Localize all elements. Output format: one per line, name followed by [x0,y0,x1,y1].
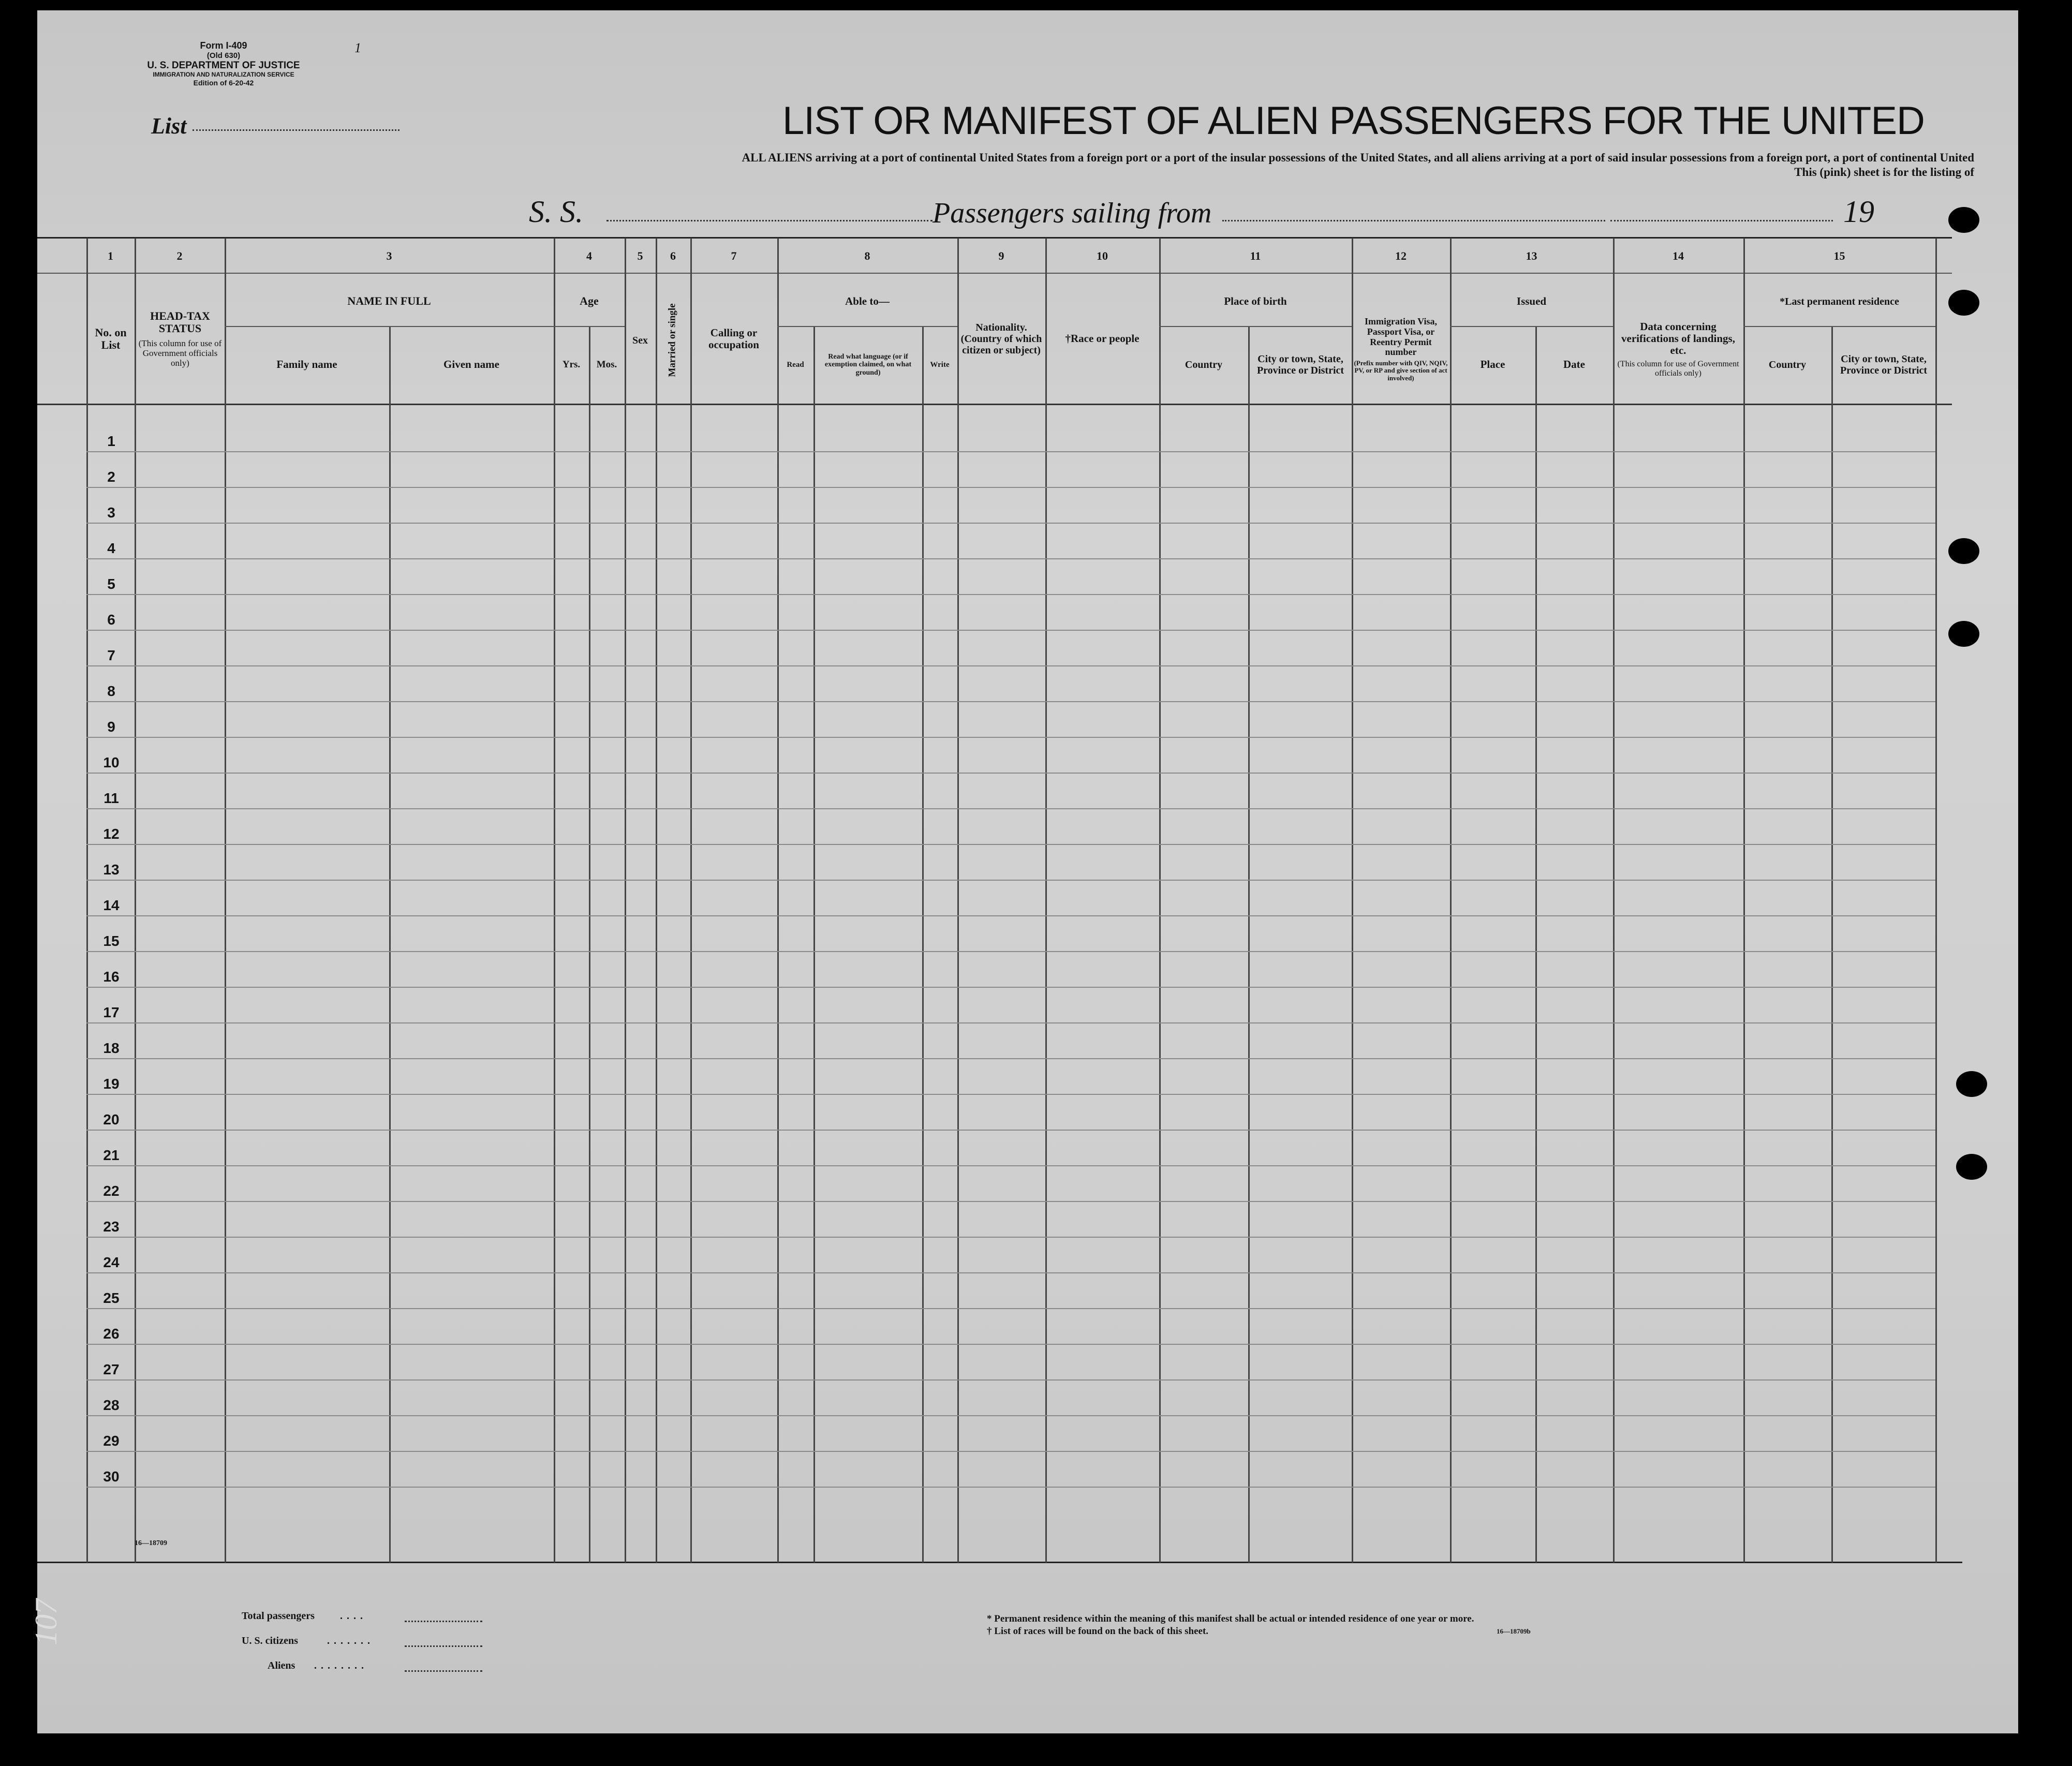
row-rule [86,1344,1935,1345]
binder-hole [1948,621,1979,647]
page-title: LIST OR MANIFEST OF ALIEN PASSENGERS FOR THE UNITED [782,99,1925,143]
row-number: 22 [103,1183,120,1199]
col-place-of-birth-header: Place of birth [1224,294,1287,307]
aliens-field[interactable] [405,1670,482,1672]
row-number: 30 [103,1468,120,1485]
col-rule [656,238,657,1563]
aliens-leader: ........ [314,1660,368,1671]
birth-subheader-divider [1159,326,1352,327]
col-2-number: 2 [176,249,183,263]
col-7-number: 7 [731,249,737,263]
row-rule [86,1201,1935,1202]
manifest-sheet [37,10,2018,1733]
us-citizens-leader: ....... [327,1635,374,1646]
col-rule [589,326,590,1563]
col-15-number: 15 [1833,249,1845,263]
row-rule [86,451,1935,452]
form-number: Form I-409 [200,40,247,51]
row-number: 7 [107,647,115,663]
row-rule [86,487,1935,488]
row-number: 29 [103,1433,120,1449]
row-number: 27 [103,1361,120,1377]
header-bottom-border [37,404,1952,405]
row-rule [86,1451,1935,1452]
row-number: 10 [103,754,120,770]
row-number: 24 [103,1254,120,1270]
table-bottom-border [37,1562,1962,1563]
row-number: 5 [107,576,115,592]
page-mark: 1 [354,40,361,55]
row-number: 17 [103,1004,120,1020]
form-identification [141,40,306,87]
col-rule [813,326,815,1563]
footnote-permanent-residence: * Permanent residence within the meaning of this manifest shall be actual or intended residence of one year or more. [987,1613,1474,1624]
row-rule [86,987,1935,988]
col-rule [922,326,924,1563]
row-rule [86,808,1935,809]
col-rule [1045,238,1047,1563]
row-number: 11 [103,790,119,806]
col-read-language-header: Read what language (or if exemption claimed, on what ground) [824,352,912,377]
row-rule [86,1415,1935,1416]
aliens-label: Aliens [268,1660,295,1671]
row-number: 1 [107,433,115,449]
service-name: IMMIGRATION AND NATURALIZATION SERVICE [153,70,294,78]
col-14-number: 14 [1673,249,1684,263]
row-rule [86,558,1935,559]
row-number: 18 [103,1040,120,1056]
row-number: 26 [103,1326,120,1342]
landing-data-note: (This column for use of Government officials only) [1617,360,1739,378]
col-able-to-header: Able to— [845,294,890,307]
handwritten-margin-number: 107 [29,1599,63,1645]
col-residence-city-header: City or town, State, Province or District [1840,353,1928,376]
us-citizens-field[interactable] [405,1645,482,1647]
col-rule [1935,238,1937,1563]
col-name-header: NAME IN FULL [347,294,431,308]
row-number: 28 [103,1397,120,1413]
col-rule [225,238,226,1563]
old-form-number: (Old 630) [206,51,241,60]
row-number: 14 [103,897,120,913]
row-rule [86,1094,1935,1095]
col-rule [1352,238,1353,1563]
row-rule [86,523,1935,524]
col-13-number: 13 [1526,249,1537,263]
col-9-number: 9 [998,249,1004,263]
age-subheader-divider [554,326,625,327]
row-rule [86,1165,1935,1166]
col-issued-place-header: Place [1480,358,1505,371]
binder-hole [1948,207,1979,233]
row-number: 25 [103,1290,120,1306]
col-given-name-header: Given name [443,358,499,371]
col-residence-country-header: Country [1768,359,1807,370]
total-passengers-field[interactable] [405,1621,482,1622]
col-write-header: Write [930,360,950,369]
print-code: 16—18709 [135,1539,167,1547]
col-issued-header: Issued [1516,294,1547,307]
row-rule [86,880,1935,881]
us-citizens-label: U. S. citizens [242,1635,298,1646]
row-rule [86,1058,1935,1059]
col-rule [389,326,391,1563]
row-number: 4 [107,540,115,556]
sailing-port-field[interactable] [1222,220,1605,221]
row-number: 19 [103,1076,120,1092]
row-rule [86,665,1935,666]
col-last-residence-header: *Last permanent residence [1780,295,1899,307]
col-rule [1159,238,1161,1563]
col-age-years-header: Yrs. [562,359,581,370]
col-no-on-list-header: No. on List [95,325,127,351]
col-10-number: 10 [1097,249,1108,263]
year-label: 19 [1843,195,1874,229]
col-rule [1248,326,1250,1563]
col-sex-header: Sex [632,334,648,346]
col-issued-date-header: Date [1563,358,1585,371]
name-subheader-divider [225,326,554,327]
col-calling-header: Calling or occupation [708,326,759,351]
row-number: 21 [103,1147,120,1163]
col-3-number: 3 [386,249,392,263]
row-number: 8 [107,683,115,699]
table-top-border [37,237,1952,239]
notice-line-1: ALL ALIENS arriving at a port of continental United States from a foreign port or a port of the insular possessions of the United States, and all aliens arriving at a port of said insular possessions from a foreign port, a port of continental United [742,151,1974,164]
row-rule [86,773,1935,774]
total-passengers-leader: .... [340,1610,367,1622]
sailing-date-field[interactable] [1610,220,1833,221]
row-rule [86,594,1935,595]
edition-date: Edition of 6-20-42 [193,78,254,87]
col-birth-country-header: Country [1185,359,1223,370]
visa-label: Immigration Visa, Passport Visa, or Reentry Permit number [1364,316,1437,358]
list-label: List [151,113,187,139]
col-landing-data-header [1616,300,1741,398]
col-rule [625,238,626,1563]
col-6-number: 6 [670,249,676,263]
col-rule [554,238,555,1563]
issued-subheader-divider [1450,326,1613,327]
col-age-months-header: Mos. [596,359,617,370]
col-rule [1831,326,1833,1563]
row-number: 6 [107,612,115,628]
row-number: 15 [103,933,120,949]
row-rule [86,1379,1935,1381]
row-rule [86,1487,1935,1488]
head-tax-label: HEAD-TAX STATUS [150,309,210,335]
col-family-name-header: Family name [276,358,337,371]
row-rule [86,737,1935,738]
binder-hole [1948,538,1979,564]
col-age-header: Age [580,294,599,308]
row-rule [86,1130,1935,1131]
row-number: 16 [103,969,120,985]
col-8-number: 8 [864,249,870,263]
binder-hole [1956,1071,1987,1097]
row-rule [86,701,1935,702]
col-rule [957,238,959,1563]
col-birth-city-header: City or town, State, Province or District [1256,353,1344,376]
row-rule [86,1272,1935,1273]
footnote-races: † List of races will be found on the back of this sheet. [987,1626,1209,1637]
col-1-number: 1 [108,249,113,263]
row-number: 23 [103,1219,120,1235]
ship-name-field[interactable] [606,220,933,221]
row-number: 3 [107,504,115,521]
col-11-number: 11 [1250,249,1261,263]
row-rule [86,1022,1935,1023]
row-number: 20 [103,1111,120,1127]
row-number: 13 [103,862,120,878]
ss-label: S. S. [529,195,583,229]
col-rule [135,238,136,1563]
col-read-header: Read [787,360,804,369]
col-rule [1743,238,1745,1563]
visa-note: (Prefix number with QIV, NQIV, PV, or RP and give section of act involved) [1354,359,1448,382]
col-12-number: 12 [1395,249,1407,263]
row-number: 12 [103,826,120,842]
row-number: 9 [107,719,115,735]
row-rule [86,915,1935,916]
total-passengers-label: Total passengers [242,1610,315,1622]
col-rule [1535,326,1537,1563]
department-name: U. S. DEPARTMENT OF JUSTICE [147,60,300,71]
col-rule [1613,238,1615,1563]
col-nationality-header: Nationality. (Country of which citizen or subject) [960,322,1042,356]
col-rule [86,238,88,1563]
binder-hole [1956,1154,1987,1180]
header-number-divider [37,273,1952,274]
col-head-tax-header [137,279,224,398]
col-race-header: †Race or people [1065,332,1139,345]
row-rule [86,951,1935,952]
col-rule [1450,238,1452,1563]
col-rule [690,238,692,1563]
married-single-label: Married or single [667,303,678,377]
col-married-header [656,279,690,401]
landing-data-label: Data concerning verifications of landings, etc. [1621,320,1735,357]
list-number-field[interactable] [193,129,399,131]
row-rule [86,844,1935,845]
row-rule [86,1308,1935,1309]
notice-line-2: This (pink) sheet is for the listing of [1794,166,1974,179]
able-subheader-divider [777,326,957,327]
col-rule [777,238,779,1563]
footnote-code: 16—18709b [1497,1627,1531,1635]
residence-subheader-divider [1743,326,1935,327]
sailing-label: Passengers sailing from [933,197,1212,229]
row-number: 2 [107,469,115,485]
col-visa-header [1354,300,1448,398]
col-4-number: 4 [586,249,592,263]
binder-hole [1948,290,1979,316]
row-rule [86,630,1935,631]
row-rule [86,1237,1935,1238]
head-tax-note: (This column for use of Government officials only) [138,338,222,368]
col-5-number: 5 [637,249,643,263]
